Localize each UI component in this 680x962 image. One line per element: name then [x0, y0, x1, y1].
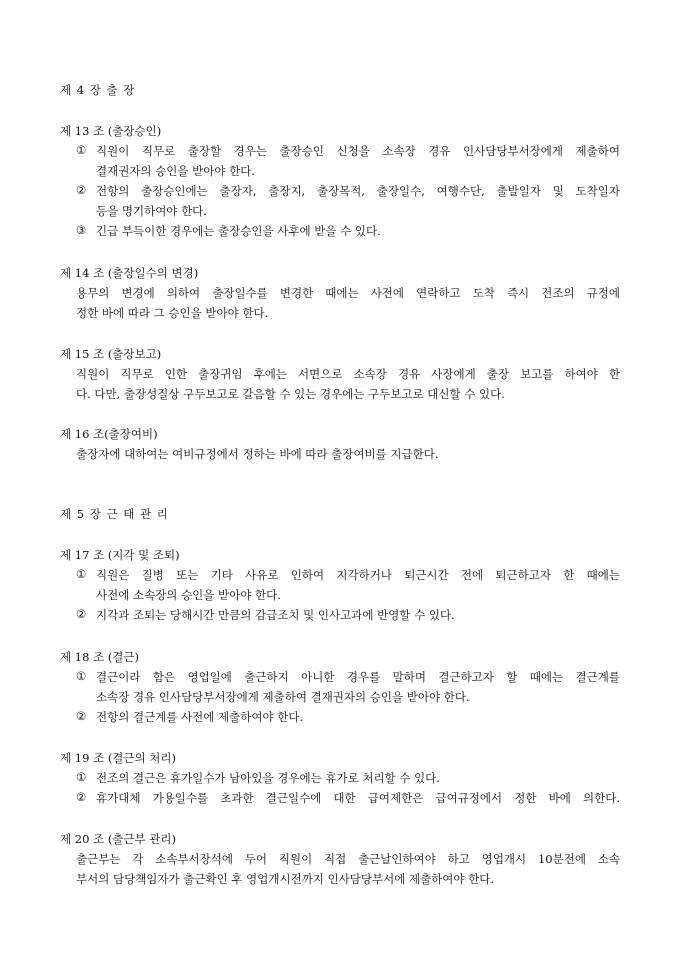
item-text: 등을 명기하여야 한다. — [96, 204, 207, 218]
item-text: 결재권자의 승인을 받아야 한다. — [96, 164, 256, 178]
article-title: 제 16 조(출장여비) — [60, 427, 158, 441]
item-number: ② — [76, 790, 87, 804]
item-text: 직원이 직무로 출장할 경우는 출장승인 신청을 소속장 경유 인사담당부서장에게 제출하여 — [96, 144, 620, 158]
paragraph-text: 정한 바에 따라 그 승인을 받아야 한다. — [76, 306, 269, 320]
article-title: 제 14 조 (출장일수의 변경) — [60, 266, 199, 280]
article-title: 제 20 조 (출근부 관리) — [60, 832, 176, 846]
item-number: ① — [76, 669, 87, 683]
paragraph-text: 출장자에 대하여는 여비규정에서 정하는 바에 따라 출장여비를 지급한다. — [76, 447, 439, 461]
item-text: 직원은 질병 또는 기타 사유로 인하여 지각하거나 퇴근시간 전에 퇴근하고자 한 때에는 — [96, 568, 620, 582]
item-number: ② — [76, 183, 87, 197]
item-number: ② — [76, 607, 87, 621]
item-number: ① — [76, 143, 87, 157]
item-text: 긴급 부득이한 경우에는 출장승인을 사후에 받을 수 있다. — [96, 224, 381, 238]
item-number: ① — [76, 770, 87, 784]
item-number: ③ — [76, 223, 87, 237]
item-number: ① — [76, 567, 87, 581]
item-text: 지각과 조퇴는 당해시간 만큼의 감급조치 및 인사고과에 반영할 수 있다. — [96, 608, 455, 622]
item-text: 휴가대체 가용일수를 초과한 결근일수에 대한 급여제한은 급여규정에서 정한 바에 의한다. — [96, 791, 620, 805]
item-number: ② — [76, 709, 87, 723]
paragraph-text: 출근부는 각 소속부서장석에 두어 직원이 직접 출근날인하여야 하고 영업개시 10분전에 소속 — [76, 852, 620, 866]
article-title: 제 18 조 (결근) — [60, 650, 140, 664]
chapter-title: 제 5 장 근 태 관 리 — [60, 507, 169, 521]
item-text: 전조의 결근은 휴가일수가 남아있을 경우에는 휴가로 처리할 수 있다. — [96, 771, 440, 785]
paragraph-text: 다. 다만, 출장성질상 구두보고로 갈음할 수 있는 경우에는 구두보고로 대신할 수 있다. — [76, 387, 505, 401]
item-text: 소속장 경유 인사담당부서장에게 제출하여 결재권자의 승인을 받아야 한다. — [96, 690, 470, 704]
item-text: 사전에 소속장의 승인을 받아야 한다. — [96, 588, 281, 602]
item-text: 전항의 결근계를 사전에 제출하여야 한다. — [96, 710, 304, 724]
article-title: 제 19 조 (결근의 처리) — [60, 751, 176, 765]
article-title: 제 13 조 (출장승인) — [60, 124, 162, 138]
chapter-title: 제 4 장 출 장 — [60, 83, 136, 97]
article-title: 제 17 조 (지각 및 조퇴) — [60, 548, 180, 562]
article-title: 제 15 조 (출장보고) — [60, 347, 162, 361]
item-text: 전항의 출장승인에는 출장자, 출장지, 출장목적, 출장일수, 여행수단, 출발일자 및 도착일자 — [96, 184, 620, 198]
paragraph-text: 용무의 변경에 의하여 출장일수를 변경한 때에는 사전에 연락하고 도착 즉시 전조의 규정에 — [76, 286, 620, 300]
paragraph-text: 부서의 담당책임자가 출근확인 후 영업개시전까지 인사담당부서에 제출하여야 한다. — [76, 872, 495, 886]
item-text: 결근이라 함은 영업일에 출근하지 아니한 경우를 말하며 결근하고자 할 때에는 결근계를 — [96, 670, 620, 684]
paragraph-text: 직원이 직무로 인한 출장귀임 후에는 서면으로 소속장 경유 사장에게 출장 보고를 하여야 한 — [76, 367, 620, 381]
